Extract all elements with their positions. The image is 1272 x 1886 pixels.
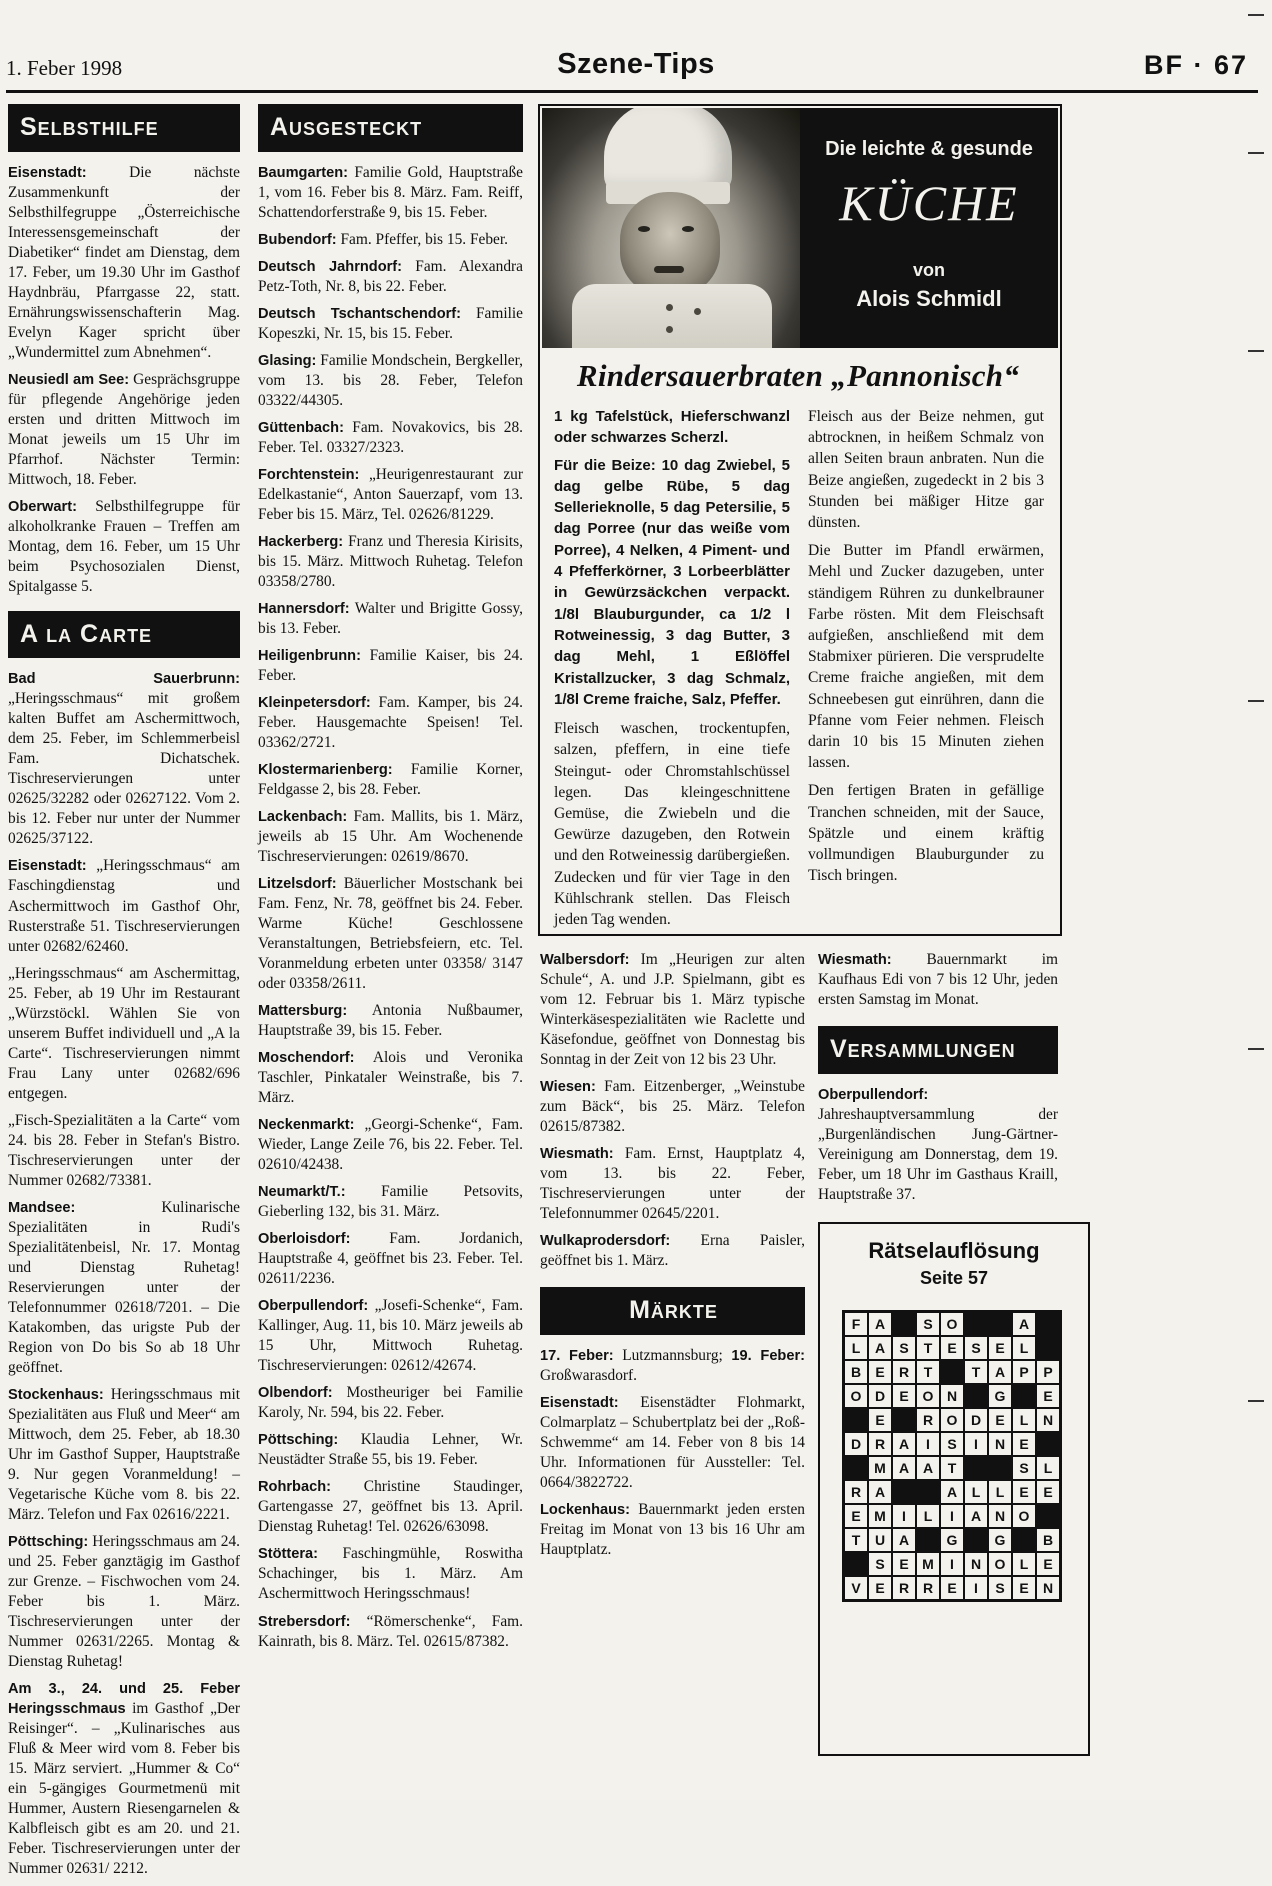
- listing-entry: Lockenhaus: Bauernmarkt jeden ersten Freitag im Monat von 13 bis 16 Uhr am Hauptplatz.: [540, 1500, 805, 1558]
- recipe-method-right-2: Die Butter im Pfandl erwärmen, Mehl und Zucker dazugeben, unter ständigem Rühren zu dunkelbrauner Farbe rösten. Mit dem Fleischsaft aufgießen, anschließend mit dem Stabmixer pürieren. Die versprudelte Creme fraiche angießen, mit dem Schneebesen gut einrühren, dann die Pfanne vom Feier nehmen. Fleisch darin 10 bis 15 Minuten ziehen lassen.: [808, 542, 1044, 772]
- puzzle-cell: I: [940, 1504, 964, 1528]
- listing-entry: Eisenstadt: „Heringsschmaus“ am Faschingdienstag und Aschermittwoch im Gasthof Ohr, Rusterstraße 51. Tischreservierungen unter 02682/62460.: [8, 857, 240, 955]
- section-heading-alacarte: A la Carte: [8, 611, 240, 659]
- chef-eye-left: [638, 226, 650, 232]
- listing-entry: Oberloisdorf: Fam. Jordanich, Hauptstraße 4, geöffnet bis 23. Feber. Tel. 02611/2236.: [258, 1230, 523, 1288]
- puzzle-cell: E: [868, 1576, 892, 1600]
- listing-entry: Walbersdorf: Im „Heurigen zur alten Schule“, A. und J.P. Spielmann, gibt es vom 12. Februar bis 1. März typische Winterkäsespezialitäten wie Raclette und Käsefondue, geöffnet von Donnestag bis Sonntag in der Zeit von 12 bis 23 Uhr.: [540, 951, 805, 1069]
- recipe-method-left: Fleisch waschen, trockentupfen, salzen, pfeffern, in eine tiefe Steingut- oder Chromstahlschüssel legen. Das kleingeschnittene Gemüse, die Zwiebeln und die Gewürze dazugeben, den Rotwein und den Rotweinessig darübergießen. Zudecken und für vier Tage in den Kühlschrank stellen. Das Fleisch jeden Tag wenden.: [554, 720, 790, 928]
- puzzle-cell: [1036, 1336, 1060, 1360]
- puzzle-cell: [844, 1552, 868, 1576]
- puzzle-cell: A: [892, 1456, 916, 1480]
- puzzle-cell: [940, 1360, 964, 1384]
- puzzle-cell: L: [1036, 1456, 1060, 1480]
- maerkte-items: [540, 1346, 805, 1560]
- listing-entry: Moschendorf: Alois und Veronika Taschler, Pinkataler Weinstraße, bis 7. März.: [258, 1049, 523, 1107]
- puzzle-cell: O: [940, 1312, 964, 1336]
- puzzle-cell: F: [844, 1312, 868, 1336]
- puzzle-cell: G: [988, 1528, 1012, 1552]
- puzzle-cell: E: [988, 1336, 1012, 1360]
- puzzle-cell: A: [868, 1312, 892, 1336]
- puzzle-cell: R: [892, 1360, 916, 1384]
- puzzle-cell: M: [868, 1504, 892, 1528]
- puzzle-cell: A: [940, 1480, 964, 1504]
- ausgesteckt-items: [258, 163, 523, 1652]
- puzzle-cell: R: [916, 1408, 940, 1432]
- section-heading-ausgesteckt: Ausgesteckt: [258, 104, 523, 152]
- page-number: BF · 67: [1143, 50, 1248, 80]
- chef-mouth: [654, 266, 684, 273]
- puzzle-cell: S: [916, 1312, 940, 1336]
- puzzle-cell: R: [868, 1432, 892, 1456]
- section-heading-versammlungen: Versammlungen: [818, 1026, 1058, 1074]
- puzzle-cell: E: [868, 1360, 892, 1384]
- puzzle-cell: O: [1012, 1504, 1036, 1528]
- puzzle-cell: O: [916, 1384, 940, 1408]
- puzzle-cell: D: [844, 1432, 868, 1456]
- jacket-button: [694, 308, 701, 315]
- puzzle-cell: R: [844, 1480, 868, 1504]
- recipe-ingredients-main: 1 kg Tafelstück, Hieferschwanzl oder schwarzes Scherzl.: [554, 408, 790, 447]
- puzzle-grid: [842, 1310, 1062, 1602]
- versammlungen-items: [818, 1085, 1058, 1205]
- listing-entry: „Fisch-Spezialitäten a la Carte“ vom 24. bis 28. Feber in Stefan's Bistro. Tischreservierungen unter der Nummer 02682/73381.: [8, 1111, 240, 1189]
- recipe-banner: [800, 108, 1058, 348]
- recipe-ingredients-marinade: Für die Beize: 10 dag Zwiebel, 5 dag gelbe Rübe, 5 dag Sellerieknolle, 5 dag Petersilie, 5 dag Porree (nur das weiße vom Porree), 4 Nelken, 4 Piment- und 4 Pfefferkörner, 3 Lorbeerblätter in Gewürzsäckchen verpackt. 1/8l Blauburgunder, ca 1/2 l Rotweinessig, 3 dag Butter, 3 dag Mehl, 1 Eßlöffel Kristallzucker, 3 dag Schmalz, 1/8l Creme fraiche, Salz, Pfeffer.: [554, 456, 790, 708]
- puzzle-cell: E: [940, 1576, 964, 1600]
- puzzle-cell: O: [988, 1552, 1012, 1576]
- puzzle-cell: T: [940, 1456, 964, 1480]
- puzzle-cell: S: [1012, 1456, 1036, 1480]
- puzzle-cell: B: [1036, 1528, 1060, 1552]
- listing-entry: Baumgarten: Familie Gold, Hauptstraße 1, vom 16. Feber bis 8. März. Fam. Reiff, Schattendorferstraße 9, bis 15. Feber.: [258, 163, 523, 221]
- puzzle-cell: [1036, 1312, 1060, 1336]
- recipe-box: [538, 104, 1062, 936]
- puzzle-cell: V: [844, 1576, 868, 1600]
- puzzle-cell: E: [988, 1408, 1012, 1432]
- section-heading-selbsthilfe: Selbsthilfe: [8, 104, 240, 152]
- puzzle-cell: E: [892, 1552, 916, 1576]
- puzzle-cell: L: [1012, 1336, 1036, 1360]
- puzzle-cell: [988, 1456, 1012, 1480]
- puzzle-cell: M: [916, 1552, 940, 1576]
- column-one: [8, 104, 240, 1886]
- puzzle-cell: E: [1036, 1480, 1060, 1504]
- puzzle-cell: E: [1012, 1480, 1036, 1504]
- puzzle-cell: L: [988, 1480, 1012, 1504]
- column-two: [258, 104, 523, 1659]
- recipe-right-column: [808, 406, 1044, 886]
- puzzle-cell: I: [916, 1432, 940, 1456]
- puzzle-cell: A: [916, 1456, 940, 1480]
- margin-tick: [1248, 350, 1264, 352]
- puzzle-solution-box: [818, 1222, 1090, 1756]
- listing-entry: Pöttsching: Klaudia Lehner, Wr. Neustädter Straße 55, bis 19. Feber.: [258, 1431, 523, 1469]
- listing-entry: Heiligenbrunn: Familie Kaiser, bis 24. Feber.: [258, 646, 523, 684]
- puzzle-cell: S: [868, 1552, 892, 1576]
- puzzle-cell: G: [940, 1528, 964, 1552]
- listing-entry: Deutsch Jahrndorf: Fam. Alexandra Petz-Toth, Nr. 8, bis 22. Feber.: [258, 257, 523, 295]
- puzzle-cell: S: [892, 1336, 916, 1360]
- puzzle-cell: O: [940, 1408, 964, 1432]
- column-three-bottom: [540, 950, 805, 1567]
- puzzle-cell: N: [964, 1552, 988, 1576]
- margin-tick: [1248, 14, 1264, 16]
- listing-entry: Neckenmarkt: „Georgi-Schenke“, Fam. Wieder, Lange Zeile 76, bis 22. Feber. Tel. 02610/42438.: [258, 1116, 523, 1174]
- puzzle-cell: [892, 1480, 916, 1504]
- puzzle-cell: L: [964, 1480, 988, 1504]
- column-four-bottom: [818, 950, 1058, 1212]
- puzzle-cell: [1036, 1432, 1060, 1456]
- selbsthilfe-items: [8, 163, 240, 597]
- listing-entry: Oberpullendorf: Jahreshauptversammlung der „Burgenländischen Jung-Gärtner-Vereinigung am Donnerstag, dem 19. Feber, um 18 Uhr im Gasthaus Kraill, Hauptstraße 37.: [818, 1086, 1058, 1203]
- chef-jacket: [572, 284, 772, 348]
- listing-entry: Wiesen: Fam. Eitzenberger, „Weinstube zum Bäck“, bis 25. März. Telefon 02615/87382.: [540, 1078, 805, 1136]
- listing-entry: Hannersdorf: Walter und Brigitte Gossy, bis 13. Feber.: [258, 599, 523, 637]
- puzzle-cell: [892, 1312, 916, 1336]
- chef-face: [620, 192, 720, 296]
- listing-entry: Neusiedl am See: Gesprächsgruppe für pflegende Angehörige jeden ersten und dritten Mittwoch im Monat jeweils um 15 Uhr im Pfarrhof. Nächster Termin: Mittwoch, 18. Feber.: [8, 370, 240, 488]
- puzzle-cell: D: [868, 1384, 892, 1408]
- puzzle-cell: I: [964, 1432, 988, 1456]
- maerkte-right-items: [818, 950, 1058, 1010]
- section-heading-maerkte: Märkte: [540, 1287, 805, 1335]
- listing-entry: Oberpullendorf: „Josefi-Schenke“, Fam. Kallinger, Aug. 11, bis 10. März jeweils ab 15 Uhr, Mittwoch Ruhetag. Tischreservierungen: 02612/42674.: [258, 1297, 523, 1375]
- puzzle-cell: [916, 1480, 940, 1504]
- puzzle-page-ref: Seite 57: [919, 1268, 989, 1288]
- puzzle-cell: [964, 1384, 988, 1408]
- puzzle-cell: E: [1036, 1552, 1060, 1576]
- puzzle-cell: D: [964, 1408, 988, 1432]
- puzzle-cell: E: [1012, 1432, 1036, 1456]
- puzzle-cell: [916, 1528, 940, 1552]
- puzzle-cell: L: [916, 1504, 940, 1528]
- listing-entry: Strebersdorf: “Römerschenke“, Fam. Kainrath, bis 8. März. Tel. 02615/87382.: [258, 1612, 523, 1650]
- margin-tick: [1248, 700, 1264, 702]
- puzzle-cell: [844, 1408, 868, 1432]
- margin-tick: [1248, 1400, 1264, 1402]
- margin-tick: [1248, 152, 1264, 154]
- puzzle-cell: I: [964, 1576, 988, 1600]
- puzzle-cell: L: [1012, 1408, 1036, 1432]
- recipe-kicker: Die leichte & gesunde: [825, 138, 1033, 160]
- listing-entry: Olbendorf: Mostheuriger bei Familie Karoly, Nr. 594, bis 22. Feber.: [258, 1384, 523, 1422]
- puzzle-cell: A: [964, 1504, 988, 1528]
- puzzle-cell: E: [892, 1384, 916, 1408]
- jacket-button: [666, 326, 673, 333]
- puzzle-cell: P: [1036, 1360, 1060, 1384]
- puzzle-cell: R: [916, 1576, 940, 1600]
- puzzle-cell: E: [1012, 1576, 1036, 1600]
- listing-entry: Glasing: Familie Mondschein, Bergkeller, vom 13. bis 28. Feber, Telefon 03322/44305.: [258, 351, 523, 409]
- listing-entry: 17. Feber: Lutzmannsburg; 19. Feber: Großwarasdorf.: [540, 1346, 806, 1384]
- recipe-byline-label: von: [912, 260, 945, 280]
- puzzle-cell: R: [892, 1576, 916, 1600]
- puzzle-cell: B: [844, 1360, 868, 1384]
- masthead: [0, 48, 1272, 94]
- puzzle-cell: T: [964, 1360, 988, 1384]
- listing-entry: Forchtenstein: „Heurigenrestaurant zur Edelkastanie“, Anton Sauerzapf, vom 13. Feber bis 15. März, Tel. 02626/81229.: [258, 465, 523, 523]
- puzzle-cell: [844, 1456, 868, 1480]
- puzzle-cell: E: [844, 1504, 868, 1528]
- puzzle-cell: [1036, 1504, 1060, 1528]
- puzzle-cell: L: [844, 1336, 868, 1360]
- listing-entry: Am 3., 24. und 25. Feber Heringsschmaus im Gasthof „Der Reisinger“. – „Kulinarisches aus Fluß & Meer wird vom 8. Feber bis 15. März serviert. „Hummer & Co“ ein 5-gängiges Gourmetmenü mit Hummer, Austern Riesengarnelen & Kalbfleisch gibt es am 20. und 21. Feber. Tischreservierungen unter der Nummer 02631/ 2212.: [8, 1681, 240, 1878]
- puzzle-cell: T: [916, 1360, 940, 1384]
- listing-entry: „Heringsschmaus“ am Aschermittag, 25. Feber, ab 19 Uhr im Restaurant „Würzstöckl. Wählen Sie von unserem Buffet individuell und „A la Carte“. Tischreservierungen nimmt Frau Lany unter 02682/696 entgegen.: [8, 964, 240, 1102]
- puzzle-cell: N: [1036, 1408, 1060, 1432]
- listing-entry: Pöttsching: Heringsschmaus am 24. und 25. Feber ganztägig im Gasthof zur Grenze. – Fischwochen vom 24. Feber bis 1. März. Tischreservierungen unter der Nummer 02631/2265. Montag & Dienstag Ruhetag!: [8, 1532, 240, 1671]
- puzzle-cell: I: [892, 1504, 916, 1528]
- chef-portrait: [542, 108, 800, 348]
- jacket-button: [666, 304, 673, 311]
- puzzle-cell: U: [868, 1528, 892, 1552]
- recipe-method-right-1: Fleisch aus der Beize nehmen, gut abtrocknen, in heißem Schmalz von allen Seiten braun anbraten. Nun die Beize angießen, zugedeckt in 2 bis 3 Stunden bei mäßiger Hitze gar dünsten.: [808, 408, 1044, 532]
- listing-entry: Oberwart: Selbsthilfegruppe für alkoholkranke Frauen – Treffen am Montag, dem 16. Feber, um 15 Uhr beim Psychosozialen Dienst, Spitalgasse 5.: [8, 497, 240, 595]
- puzzle-cell: [964, 1312, 988, 1336]
- listing-entry: Bad Sauerbrunn: „Heringsschmaus“ mit großem kalten Buffet am Aschermittwoch, dem 25. Feber, im Schlemmerbeisl Fam. Dichatschek. Tischreservierungen unter 02625/32282 oder 02627122. Vom 2. bis 12. Feber nur unter der Nummer 02625/37122.: [8, 671, 240, 848]
- puzzle-cell: A: [1012, 1312, 1036, 1336]
- listing-entry: Wiesmath: Fam. Ernst, Hauptplatz 4, vom 13. bis 22. Feber, Tischreservierungen unter der Telefonnummer 02645/2201.: [540, 1145, 805, 1223]
- listing-entry: Mandsee: Kulinarische Spezialitäten in Rudi's Spezialitätenbeisl, Nr. 17. Montag und Dienstag Ruhetag! Reservierungen unter der Telefonnummer 02618/7201. – Die Katakomben, das urigste Pub der Region von Do bis So ab 18 Uhr geöffnet.: [8, 1198, 240, 1376]
- puzzle-cell: S: [964, 1336, 988, 1360]
- puzzle-cell: A: [868, 1480, 892, 1504]
- puzzle-cell: N: [988, 1504, 1012, 1528]
- puzzle-cell: T: [916, 1336, 940, 1360]
- puzzle-cell: T: [844, 1528, 868, 1552]
- listing-entry: Mattersburg: Antonia Nußbaumer, Hauptstraße 39, bis 15. Feber.: [258, 1002, 523, 1040]
- listing-entry: Eisenstadt: Die nächste Zusammenkunft der Selbsthilfegruppe „Österreichische Interessensgemeinschaft der Diabetiker“ findet am Dienstag, dem 17. Feber, um 19.30 Uhr im Gasthof Haydnbräu, Pfarrgasse 22, statt. Ernährungswissenschafterin Mag. Evelyn Kager spricht über „Wundermittel zum Abnehmen“.: [8, 163, 240, 361]
- listing-entry: Wiesmath: Bauernmarkt im Kaufhaus Edi von 7 bis 12 Uhr, jeden ersten Samstag im Monat.: [818, 951, 1058, 1009]
- listing-entry: Hackerberg: Franz und Theresia Kirisits, bis 15. März. Mittwoch Ruhetag. Telefon 03358/2780.: [258, 532, 523, 590]
- alacarte-items: [8, 669, 240, 1879]
- puzzle-title: Rätselauflösung: [868, 1238, 1040, 1263]
- recipe-banner-word: KÜCHE: [839, 175, 1019, 231]
- ausgesteckt-continued-items: [540, 950, 805, 1271]
- margin-tick: [1248, 1048, 1264, 1050]
- chef-photo: [542, 108, 1058, 348]
- recipe-title: Rindersauerbraten „Pannonisch“: [576, 358, 1020, 393]
- listing-entry: Stöttera: Faschingmühle, Roswitha Schachinger, bis 1. März. Am Aschermittwoch Heringsschmaus!: [258, 1545, 523, 1603]
- puzzle-cell: G: [988, 1384, 1012, 1408]
- puzzle-cell: S: [940, 1432, 964, 1456]
- listing-entry: Kleinpetersdorf: Fam. Kamper, bis 24. Feber. Hausgemachte Speisen! Tel. 03362/2721.: [258, 693, 523, 751]
- puzzle-cell: [988, 1312, 1012, 1336]
- puzzle-cell: [1012, 1384, 1036, 1408]
- chef-eye-right: [682, 226, 694, 232]
- listing-entry: Deutsch Tschantschendorf: Familie Kopeszki, Nr. 15, bis 15. Feber.: [258, 304, 523, 342]
- listing-entry: Güttenbach: Fam. Novakovics, bis 28. Feber. Tel. 03327/2323.: [258, 418, 523, 456]
- puzzle-cell: M: [868, 1456, 892, 1480]
- listing-entry: Bubendorf: Fam. Pfeffer, bis 15. Feber.: [258, 230, 509, 248]
- puzzle-cell: A: [892, 1432, 916, 1456]
- listing-entry: Rohrbach: Christine Staudinger, Gartengasse 27, geöffnet bis 13. April. Dienstag Ruhetag! Tel. 02626/63098.: [258, 1478, 523, 1536]
- puzzle-cell: P: [1012, 1360, 1036, 1384]
- puzzle-cell: E: [940, 1336, 964, 1360]
- puzzle-cell: [964, 1456, 988, 1480]
- header-divider: [6, 90, 1258, 93]
- puzzle-cell: N: [940, 1384, 964, 1408]
- puzzle-cell: I: [940, 1552, 964, 1576]
- puzzle-cell: A: [892, 1528, 916, 1552]
- puzzle-cell: N: [988, 1432, 1012, 1456]
- listing-entry: Stockenhaus: Heringsschmaus mit Spezialitäten aus Fluß und Meer“ am Mittwoch, dem 25. Feber, ab 18.30 Uhr im Gasthof Supper, Hauptstraße 9. Nur gegen Voranmeldung! – Vegetarische Küche vom 8. bis 22. März. Telefon und Fax 02616/2221.: [8, 1385, 240, 1523]
- puzzle-cell: A: [988, 1360, 1012, 1384]
- recipe-author: Alois Schmidl: [856, 286, 1002, 311]
- puzzle-cell: E: [868, 1408, 892, 1432]
- puzzle-cell: L: [1012, 1552, 1036, 1576]
- puzzle-cell: [892, 1408, 916, 1432]
- puzzle-cell: N: [1036, 1576, 1060, 1600]
- listing-entry: Wulkaprodersdorf: Erna Paisler, geöffnet bis 1. März.: [540, 1232, 805, 1270]
- page-title: Szene-Tips: [557, 48, 715, 80]
- recipe-left-column: [554, 406, 790, 930]
- puzzle-cell: E: [1036, 1384, 1060, 1408]
- listing-entry: Klostermarienberg: Familie Korner, Feldgasse 2, bis 28. Feber.: [258, 760, 523, 798]
- recipe-method-right-3: Den fertigen Braten in gefällige Tranchen schneiden, mit der Sauce, Spätzle und einem kräftig vollmundigen Blauburgunder zu Tisch bringen.: [808, 782, 1044, 885]
- issue-date: 1. Feber 1998: [6, 56, 123, 80]
- puzzle-cell: [964, 1528, 988, 1552]
- listing-entry: Neumarkt/T.: Familie Petsovits, Gieberling 132, bis 31. März.: [258, 1183, 523, 1221]
- listing-entry: Eisenstadt: Eisenstädter Flohmarkt, Colmarplatz – Schubertplatz bei der „Roß-Schwemme“ am 14. Feber von 8 bis 14 Uhr. Informationen für Aussteller: Tel. 0664/3822722.: [540, 1393, 805, 1491]
- puzzle-cell: S: [988, 1576, 1012, 1600]
- listing-entry: Litzelsdorf: Bäuerlicher Mostschank bei Fam. Fenz, Nr. 78, geöffnet bis 24. Feber. Warme Küche! Geschlossene Veranstaltungen, Betriebsfeiern, etc. Tel. Voranmeldung erbeten unter 03358/ 3147 oder 03358/2611.: [258, 874, 523, 993]
- puzzle-cell: O: [844, 1384, 868, 1408]
- puzzle-cell: [1012, 1528, 1036, 1552]
- puzzle-cell: A: [868, 1336, 892, 1360]
- listing-entry: Lackenbach: Fam. Mallits, bis 1. März, jeweils ab 15 Uhr. Am Wochenende Tischreservierungen: 02619/8670.: [258, 807, 523, 865]
